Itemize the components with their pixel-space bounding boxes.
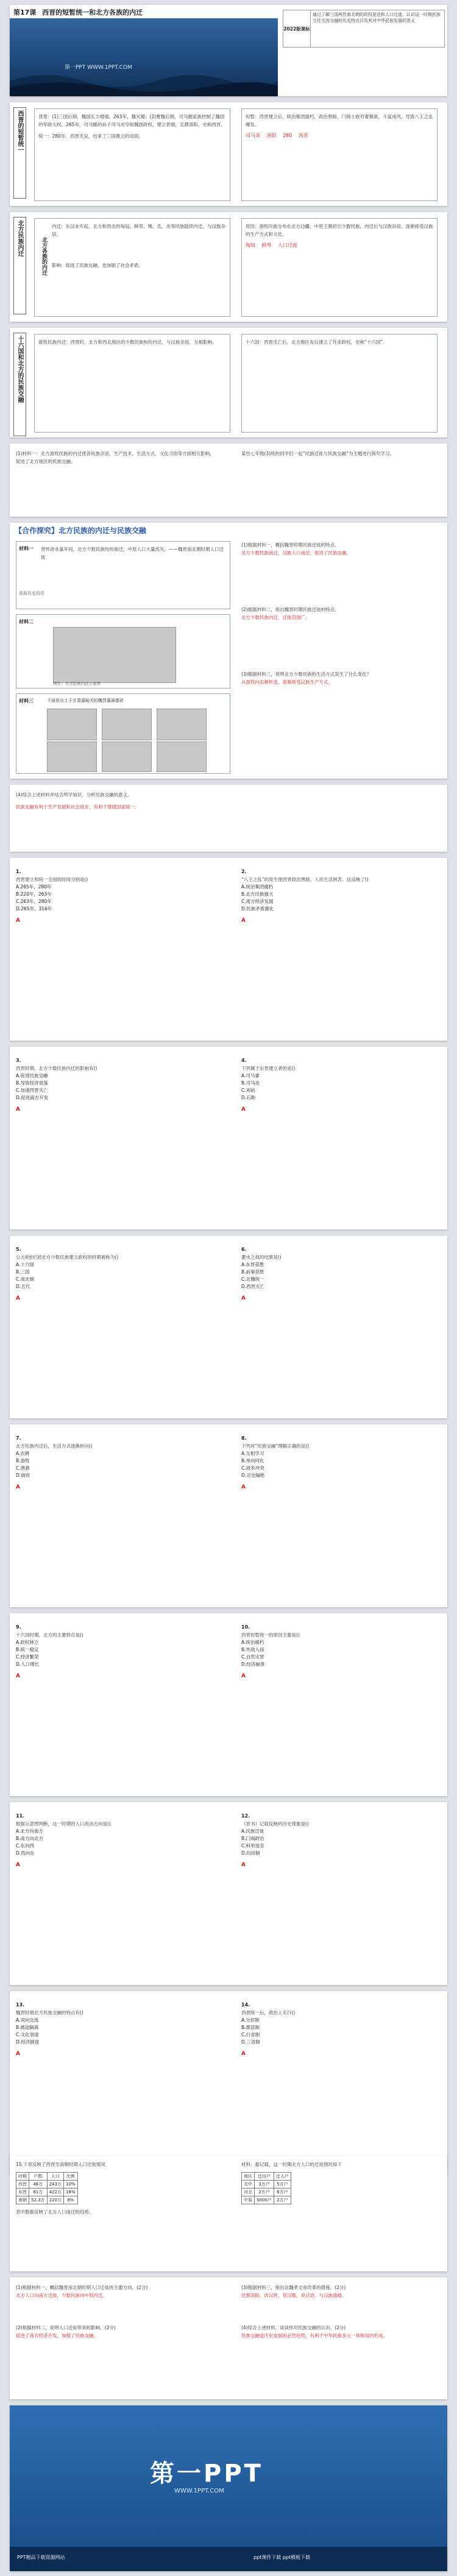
migration-table-2 xyxy=(241,2172,291,2204)
exercise-question xyxy=(16,864,217,924)
inquiry-right: 某些七年级(3)班的同学们一起“民族迁徙与民族交融”为主题进行探究学习。 xyxy=(241,451,394,456)
side-sub: 北方各族的内迁 xyxy=(41,237,47,275)
exercise-question xyxy=(241,1431,442,1490)
answer-option[interactable]: C.经济繁荣 xyxy=(16,1654,39,1660)
question-number: 6. xyxy=(241,1247,247,1252)
cell: 2万户 xyxy=(255,2189,274,2196)
material-questions xyxy=(241,541,442,686)
hl-1: 鲜卑 xyxy=(261,242,272,248)
table-label: 15.下表反映了西晋至南朝时期人口迁徙情况 xyxy=(16,2162,105,2167)
cell: 46万 xyxy=(29,2181,48,2189)
answer-option[interactable]: C.渔猎 xyxy=(16,1465,30,1471)
answer-option[interactable]: A.农耕 xyxy=(16,1451,30,1456)
answer-option[interactable]: A.265年，280年 xyxy=(16,884,52,890)
answer-option[interactable]: C.行省制 xyxy=(241,2032,260,2037)
card-left-text: 游牧民族内迁：西晋时，北方和西北地区的少数民族纷纷内迁，与汉族杂居，互相影响。 xyxy=(38,339,217,345)
answer-option[interactable]: B.220年，263年 xyxy=(16,891,52,897)
th-2: 迁入户 xyxy=(274,2173,291,2181)
ba1: 北方人口向南方迁徙，少数民族向中原内迁。 xyxy=(16,2293,107,2298)
materials-title: 【合作探究】北方民族的内迁与民族交融 xyxy=(15,526,147,535)
answer-option[interactable]: D.均田制 xyxy=(241,1850,260,1856)
table-header-row xyxy=(242,2173,291,2181)
question-text: 西晋短暂统一的原因主要是() xyxy=(241,1632,300,1638)
answer-key: A xyxy=(241,1862,246,1868)
slide-exercise xyxy=(10,1613,447,1796)
th-1: 户数 xyxy=(29,2173,48,2181)
cell: 10% xyxy=(63,2181,77,2189)
a3: 从游牧向农耕转变，逐渐接受汉族生产方式。 xyxy=(241,679,333,685)
answer-option[interactable]: D.促进南方开发 xyxy=(16,1095,49,1100)
answer-option[interactable]: D.商贸 xyxy=(16,1473,30,1478)
q1: (1)根据材料一，概括魏晋时期民族迁徙的特点。 xyxy=(241,542,339,548)
question-text: 《晋书》记载反映的历史现象是() xyxy=(241,1821,309,1827)
answer-option[interactable]: C.加速西晋灭亡 xyxy=(16,1088,48,1093)
footer-left-caption: PPT精品下载资源网站 xyxy=(17,2555,65,2560)
footer-hero xyxy=(10,2405,447,2547)
cell: 5万户 xyxy=(274,2181,291,2189)
cell: 9% xyxy=(63,2196,77,2204)
answer-option[interactable]: A.双向交流 xyxy=(16,2017,39,2023)
banner-caption: 第一PPT WWW.1PPT.COM xyxy=(65,65,132,71)
table-left xyxy=(16,2160,223,2216)
brick-image-4 xyxy=(47,741,97,772)
ba4: 民族交融是历史发展的必然趋势，有利于中华民族多元一体格局的形成。 xyxy=(241,2333,388,2338)
answer-option[interactable]: C.南方经济发展 xyxy=(241,899,274,904)
card-left-text: 背景：(1)三国后期，魏国实力增强。263年，魏灭蜀；(2)曹魏后期，司马懿家族控制了魏国的军政大权。265年，司马懿的孙子司马炎夺取魏国政权，建立晋朝，定都洛阳，史称西晋。 xyxy=(38,114,225,127)
answer-option[interactable]: C.263年，280年 xyxy=(16,899,52,904)
exercise-question xyxy=(16,1808,217,1868)
question-text: 下列属于东晋建立者的是() xyxy=(241,1066,296,1071)
exercise-question xyxy=(16,1431,217,1490)
answer-key: A xyxy=(241,2051,246,2057)
material-3-tag: 材料三 xyxy=(19,698,34,704)
question-text: 根据示意图判断，这一时期的人口流动方向是() xyxy=(16,1821,111,1827)
card-left-text: 内迁：东汉末年起，北方和西北的匈奴、鲜卑、羯、氐、羌等民族陆续内迁，与汉族杂居。 xyxy=(52,224,225,237)
material-2-caption: 图片：北方民族内迁示意图 xyxy=(53,681,101,686)
brick-image-6 xyxy=(157,741,207,772)
brick-image-2 xyxy=(102,709,152,740)
cell: 6万户 xyxy=(274,2189,291,2196)
cell: 52.3万 xyxy=(29,2196,48,2204)
question-text: 北方民族内迁后，生活方式逐渐转向() xyxy=(16,1443,93,1449)
a4: 民族交融有利于生产发展和社会进步，有利于增强国家统一。 xyxy=(16,804,140,810)
answer-option[interactable]: B.南方向北方 xyxy=(16,1836,44,1841)
answer-option[interactable]: D.五代 xyxy=(16,1284,30,1289)
answer-key: A xyxy=(16,1295,20,1301)
bq-right xyxy=(241,2284,442,2340)
wave-graphic xyxy=(10,69,278,96)
slide-sixteen-kingdoms xyxy=(10,328,447,437)
exercise-question xyxy=(241,1242,442,1301)
bq4: (4)综合上述材料，谈谈你对民族交融的认识。(2分) xyxy=(241,2325,346,2330)
slide-materials xyxy=(10,523,447,779)
answer-option[interactable]: B.被迫隔离 xyxy=(16,2025,39,2030)
answer-option[interactable]: C.东向西 xyxy=(16,1843,35,1849)
cell: 2万户 xyxy=(274,2196,291,2204)
hl-0: 司马炎 xyxy=(246,133,260,138)
hl-3: 西晋 xyxy=(298,133,308,138)
answer-option[interactable]: B.统一稳定 xyxy=(16,1647,39,1652)
answer-option[interactable]: B.前秦获胜 xyxy=(241,1269,264,1275)
th-0: 地区 xyxy=(242,2173,255,2181)
card-left-extra: 影响：促进了民族交融，也加剧了社会矛盾。 xyxy=(52,263,143,268)
answer-option[interactable]: D.265年，316年 xyxy=(16,906,52,911)
slide-exercise xyxy=(10,1236,447,1418)
cell: 河北 xyxy=(242,2189,255,2196)
table-row xyxy=(16,2196,78,2204)
answer-option[interactable]: B.导致经济衰落 xyxy=(16,1080,48,1086)
answer-option[interactable]: D.石勒 xyxy=(241,1095,256,1100)
cell: 61万 xyxy=(29,2189,48,2196)
answer-option[interactable]: D.经济倒退 xyxy=(16,2039,40,2045)
exercise-question xyxy=(241,1997,442,2057)
answer-option[interactable]: B.郡县制 xyxy=(241,2025,260,2030)
material-1-title: 获取历史信息 xyxy=(19,591,44,596)
material-2-tag: 材料二 xyxy=(19,619,34,625)
footer-bar xyxy=(10,2547,447,2571)
th-1: 迁出户 xyxy=(255,2173,274,2181)
th-2: 人口 xyxy=(47,2173,63,2181)
material-2 xyxy=(16,614,230,688)
question-text: 公元4世纪初北方少数民族建立政权的时期被称为() xyxy=(16,1254,119,1260)
answer-key: A xyxy=(16,1106,20,1113)
answer-option[interactable]: A.互相学习 xyxy=(241,1451,264,1456)
standard-box xyxy=(283,10,445,48)
exercise-question xyxy=(16,1619,217,1679)
question-text: 西晋建立和统一全国的时间分别是() xyxy=(16,877,88,882)
exercise-question xyxy=(16,1242,217,1301)
ba3: 迁都洛阳，改汉姓，穿汉服，说汉语，与汉族通婚。 xyxy=(241,2293,347,2298)
highlight-list xyxy=(242,132,437,139)
question-text: “八王之乱”的发生使西晋政治黑暗，人民生活困苦。这反映了() xyxy=(241,877,369,882)
exercise-question xyxy=(16,1053,217,1113)
brick-image-5 xyxy=(102,741,152,772)
exercise-question xyxy=(241,864,442,924)
table-row xyxy=(16,2181,78,2189)
side-label: 西晋的短暂统一 xyxy=(13,107,26,199)
answer-option[interactable]: C.自然灾害 xyxy=(241,1654,264,1660)
question-number: 13. xyxy=(16,2002,25,2008)
slide-exercise xyxy=(10,1047,447,1230)
answer-option[interactable]: D.西晋灭亡 xyxy=(241,1284,265,1289)
cell: 中原 xyxy=(242,2196,255,2204)
answer-option[interactable]: C.科举选官 xyxy=(241,1843,264,1849)
lesson-no: 第17课 xyxy=(13,9,37,16)
answer-key: A xyxy=(241,1106,246,1113)
answer-option[interactable]: A.北方向南方 xyxy=(16,1828,43,1834)
question-number: 8. xyxy=(241,1435,247,1441)
brick-image-1 xyxy=(47,709,97,740)
answer-option[interactable]: D.西向东 xyxy=(16,1850,35,1856)
material-3-text: 下面是出土于甘肃嘉峪关的魏晋墓画像砖 xyxy=(47,698,124,703)
answer-option[interactable]: B.北方民族强大 xyxy=(241,891,274,897)
card-left xyxy=(34,108,230,201)
cell: 243万 xyxy=(47,2181,63,2189)
cell: 5000户 xyxy=(255,2196,274,2204)
th-0: 时期 xyxy=(16,2173,29,2181)
slide-synthesis xyxy=(10,785,447,852)
question-number: 1. xyxy=(16,869,21,874)
cell: 关中 xyxy=(242,2181,255,2189)
table-right xyxy=(241,2160,442,2204)
brick-image-3 xyxy=(157,709,207,740)
answer-option[interactable]: D.人口增长 xyxy=(16,1661,40,1667)
card-right xyxy=(241,108,438,201)
q3: (3)根据材料三，说明北方少数民族的生活方式发生了什么变化？ xyxy=(241,671,372,677)
exercise-question xyxy=(241,1053,442,1113)
answer-option[interactable]: C.文化衰退 xyxy=(16,2032,39,2037)
slide-bottom-questions xyxy=(10,2277,447,2399)
answer-option[interactable]: D.完全隔绝 xyxy=(241,1473,265,1478)
question-number: 10. xyxy=(241,1624,250,1630)
table2-label: 材料：据记载，这一时期北方人口的迁徙情况如下 xyxy=(241,2162,342,2167)
answer-key: A xyxy=(16,1673,20,1679)
slide-inquiry xyxy=(10,444,447,517)
table-row xyxy=(242,2189,291,2196)
highlight-list xyxy=(242,242,437,249)
answer-option[interactable]: A.统治腐朽 xyxy=(241,1640,264,1645)
cell: 南朝 xyxy=(16,2196,29,2204)
cell: 18% xyxy=(63,2189,77,2196)
answer-key: A xyxy=(241,1673,246,1679)
slide-exercise xyxy=(10,1802,447,1985)
bq2: (2)根据材料二，说明人口迁徙带来的影响。(2分) xyxy=(16,2325,116,2330)
question-number: 14. xyxy=(241,2002,250,2008)
question-text: 魏晋时期北方民族交融的特点有() xyxy=(16,2010,83,2015)
material-1 xyxy=(16,541,230,609)
q2: (2)根据材料二，指出魏晋时期民族迁徙的特点。 xyxy=(241,607,339,612)
card-right-text: 短暂：西晋建立后，统治集团腐朽，政治黑暗，门阀士族穷奢极欲，斗富成风，导致八王之乱爆发。 xyxy=(246,114,433,127)
ba2: 促进了南方经济开发，加强了民族交融。 xyxy=(16,2333,98,2338)
material-3 xyxy=(16,693,230,774)
answer-option[interactable]: A.政权林立 xyxy=(16,1640,39,1645)
answer-option[interactable]: A.十六国 xyxy=(16,1262,34,1267)
question-number: 2. xyxy=(241,869,247,874)
standard-label: 2022版课标 xyxy=(283,10,311,47)
question-text: 西晋统一后，政治上实行() xyxy=(241,2010,296,2015)
question-text: 淝水之战的结果是() xyxy=(241,1254,282,1260)
cell: 西晋 xyxy=(16,2181,29,2189)
table-row xyxy=(16,2189,78,2196)
answer-key: A xyxy=(16,918,20,924)
card-left xyxy=(34,218,230,317)
answer-key: A xyxy=(241,918,246,924)
answer-option[interactable]: A.民族迁徙 xyxy=(241,1828,264,1834)
table-row xyxy=(242,2181,291,2189)
material-1-text: 晋怀帝永嘉年间，北方少数民族纷纷南迁，中原人口大量流失。——魏晋南北朝时期人口迁徙 xyxy=(41,547,224,560)
answer-key: A xyxy=(16,1484,20,1490)
exercise-question xyxy=(241,1808,442,1868)
footer-brand: 第一PPT xyxy=(150,2460,263,2488)
inquiry-left: (1)材料一：北方游牧民族的内迁使各民族杂居，生产技术、生活方式、文化习俗等方面相互影响，促进了北方地区的民族交融。 xyxy=(16,451,214,464)
answer-option[interactable]: A.司马睿 xyxy=(241,1073,260,1078)
answer-option[interactable]: B.外敌入侵 xyxy=(241,1647,264,1652)
slide-exercise xyxy=(10,1991,447,2174)
material-1-tag: 材料一 xyxy=(19,546,34,551)
bq3: (3)根据材料三，指出北魏孝文帝改革的措施。(2分) xyxy=(241,2285,346,2290)
answer-option[interactable]: B.门阀政治 xyxy=(241,1836,264,1841)
footer-right-caption: ppt课件下载 ppt模板下载 xyxy=(253,2555,311,2560)
migration-map xyxy=(53,627,176,683)
slide-migration xyxy=(10,212,447,322)
question-text: 十六国时期，北方的主要特点是() xyxy=(16,1632,83,1638)
th-3: 比例 xyxy=(63,2173,77,2181)
side-label: 十六国和北方的民族交融 xyxy=(13,333,26,436)
answer-option[interactable]: A.促进民族交融 xyxy=(16,1073,48,1078)
exercise-question xyxy=(16,1997,217,2057)
lesson-title: 西晋的短暂统一和北方各族的内迁 xyxy=(42,9,143,16)
question-text: 西晋时期，北方少数民族内迁的影响有() xyxy=(16,1066,97,1071)
migration-table xyxy=(16,2172,78,2204)
table-note: 表中数据反映了北方人口南迁的趋势。 xyxy=(16,2209,94,2215)
slide-exercise xyxy=(10,1424,447,1607)
answer-key: A xyxy=(16,2051,20,2057)
answer-option[interactable]: B.游牧 xyxy=(16,1458,30,1463)
exercise-question xyxy=(241,1619,442,1679)
slide-exercise xyxy=(10,858,447,1041)
a2: 北方少数民族内迁，迁徙范围广。 xyxy=(241,615,310,620)
bq-left xyxy=(16,2284,217,2340)
answer-key: A xyxy=(16,1862,20,1868)
standard-text: 通过了解三国两晋南北朝的政权更迭和人口迁徙，认识这一时期民族交往交流交融的历史特点以及其对中华民族发展的意义 xyxy=(313,12,441,23)
card-right-text: 原因：游牧民族分布在北方边疆，中原王朝招引少数民族，内迁后与汉族杂居，逐渐接受汉族的生产方式和文化。 xyxy=(246,224,433,237)
answer-option[interactable]: A.统治集团腐朽 xyxy=(241,884,274,890)
answer-option[interactable]: B.司马炎 xyxy=(241,1080,260,1086)
footer-sub: WWW.1PPT.COM xyxy=(174,2488,224,2494)
answer-option[interactable]: D.三省制 xyxy=(241,2039,260,2045)
answer-key: A xyxy=(241,1295,246,1301)
question-text: 下列对“民族交融”理解正确的是() xyxy=(241,1443,310,1449)
hl-1: 洛阳 xyxy=(266,133,277,138)
question-number: 12. xyxy=(241,1813,250,1819)
cell: 220万 xyxy=(47,2196,63,2204)
bq1: (1)根据材料一，概括魏晋南北朝时期人口迁徙的主要方向。(2分) xyxy=(16,2285,148,2290)
question-number: 5. xyxy=(16,1247,21,1252)
slide-western-jin xyxy=(10,102,447,206)
a1: 北方少数民族南迁，汉族人口南迁，促进了民族交融。 xyxy=(241,550,351,556)
answer-option[interactable]: C.北魏统一 xyxy=(241,1276,264,1282)
card-right xyxy=(241,218,438,317)
question-number: 11. xyxy=(16,1813,25,1819)
hl-0: 匈奴 xyxy=(246,242,255,248)
card-left-extra: 统一：280年，西晋灭吴，结束了三国鼎立的局面。 xyxy=(38,133,143,139)
question-number: 3. xyxy=(16,1058,21,1063)
banner-image xyxy=(10,5,278,96)
slide-table-question xyxy=(10,2156,447,2271)
cell: 3万户 xyxy=(255,2181,274,2189)
question-number: 7. xyxy=(16,1435,21,1441)
hl-2: 人口迁徙 xyxy=(278,242,298,248)
cell: 东晋 xyxy=(16,2189,29,2196)
answer-option[interactable]: D.经济崩溃 xyxy=(241,1661,265,1667)
answer-option[interactable]: C.战争冲突 xyxy=(241,1465,264,1471)
table-row xyxy=(242,2196,291,2204)
card-left xyxy=(34,334,230,433)
hl-2: 280 xyxy=(283,133,292,138)
answer-option[interactable]: B.三国 xyxy=(16,1269,30,1275)
answer-option[interactable]: B.单向同化 xyxy=(241,1458,264,1463)
table-header-row xyxy=(16,2173,78,2181)
answer-option[interactable]: D.民族矛盾激化 xyxy=(241,906,274,911)
side-label: 北方民族内迁 xyxy=(13,217,26,314)
answer-key: A xyxy=(241,1484,246,1490)
slide-footer xyxy=(10,2405,447,2571)
answer-option[interactable]: A.东晋获胜 xyxy=(241,1262,264,1267)
slide-title xyxy=(10,5,447,96)
cell: 422万 xyxy=(47,2189,63,2196)
card-right-text: 十六国：西晋灭亡后，北方地区先后建立了许多政权，史称“十六国”。 xyxy=(246,339,388,345)
answer-option[interactable]: C.南北朝 xyxy=(16,1276,35,1282)
answer-option[interactable]: A.分封制 xyxy=(241,2017,260,2023)
question-number: 9. xyxy=(16,1624,21,1630)
card-right xyxy=(241,334,438,433)
answer-option[interactable]: C.刘裕 xyxy=(241,1088,255,1093)
question-number: 4. xyxy=(241,1058,247,1063)
q4: (4)综合上述材料并结合所学知识，分析民族交融的意义。 xyxy=(16,792,132,798)
